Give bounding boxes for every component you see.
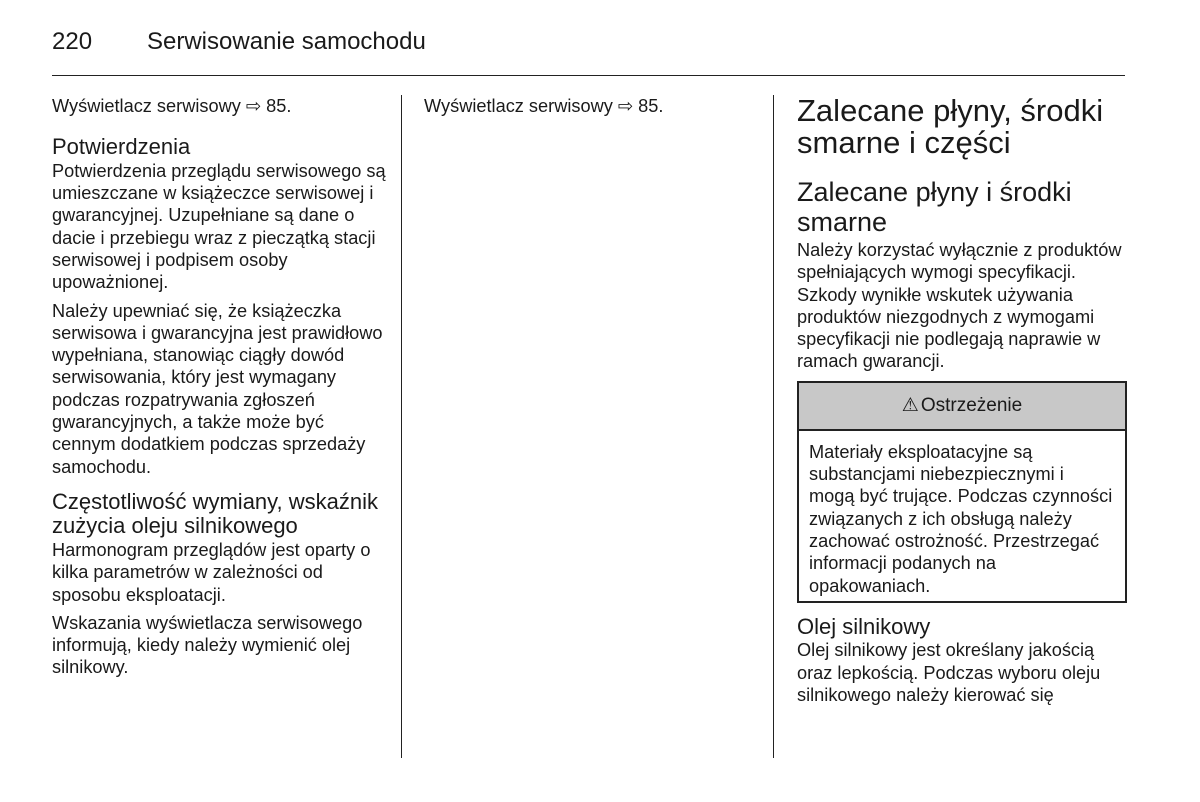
warning-text: Materiały eksploatacyjne są substancjami niebezpiecznymi i mogą być trujące. Podczas czynności związanych z ich obsługą należy zachować ostrożność. Przestrzegać informacji podanych na opakowaniach. <box>809 441 1113 596</box>
page-header <box>52 24 1125 64</box>
column-right <box>797 95 1127 712</box>
page-number: 220 <box>52 28 93 55</box>
paragraph: Potwierdzenia przeglądu serwisowego są umieszczane w książeczce serwisowej i gwarancyjnej. Uzupełniane są dane o dacie i przebiegu wraz z pieczątką stacji serwisowej i podpisem osoby upoważnionej. <box>52 160 386 293</box>
subsection-title: Zalecane płyny i środki smarne <box>797 177 1072 237</box>
warning-title: Ostrzeżenie <box>920 394 1023 416</box>
chapter-title: Serwisowanie samochodu <box>147 28 426 55</box>
paragraph: Wskazania wyświetlacza serwisowego informują, kiedy należy wymienić olej silnikowy. <box>52 612 363 678</box>
column-left <box>52 95 387 685</box>
column-divider-2 <box>773 95 774 758</box>
warning-header <box>799 383 1125 431</box>
cross-reference: Wyświetlacz serwisowy ⇨ 85. <box>52 96 292 116</box>
header-divider <box>52 75 1125 76</box>
paragraph: Należy upewniać się, że książeczka serwisowa i gwarancyjna jest prawidłowo wypełniana, stanowiąc ciągły dowód serwisowania, który jest wymagany podczas rozpatrywania zgłoszeń gwarancyjnych, a także może być cennym dodatkiem podczas sprzedaży samochodu. <box>52 300 383 477</box>
warning-body <box>799 431 1125 601</box>
chapter-section-title: Zalecane płyny, środki smarne i części <box>797 93 1104 160</box>
warning-box <box>797 381 1127 603</box>
paragraph: Harmonogram przeglądów jest oparty o kilka parametrów w zależności od sposobu eksploatacji. <box>52 539 371 605</box>
column-middle <box>424 95 759 123</box>
cross-reference: Wyświetlacz serwisowy ⇨ 85. <box>424 96 664 116</box>
section-heading-oil-interval: Częstotliwość wymiany, wskaźnik zużycia oleju silnikowego <box>52 488 379 539</box>
intro-paragraph: Należy korzystać wyłącznie z produktów spełniających wymogi specyfikacji. Szkody wynikłe wskutek używania produktów niezgodnych z wymogami specyfikacji nie podlegają naprawie w ramach gwarancji. <box>797 240 1122 372</box>
paragraph: Olej silnikowy jest określany jakością oraz lepkością. Podczas wyboru oleju silnikowego należy kierować się <box>797 640 1101 705</box>
warning-triangle-icon: ⚠ <box>901 395 919 417</box>
section-heading-engine-oil: Olej silnikowy <box>797 613 931 639</box>
column-divider-1 <box>401 95 402 758</box>
section-heading-confirmations: Potwierdzenia <box>52 134 191 160</box>
